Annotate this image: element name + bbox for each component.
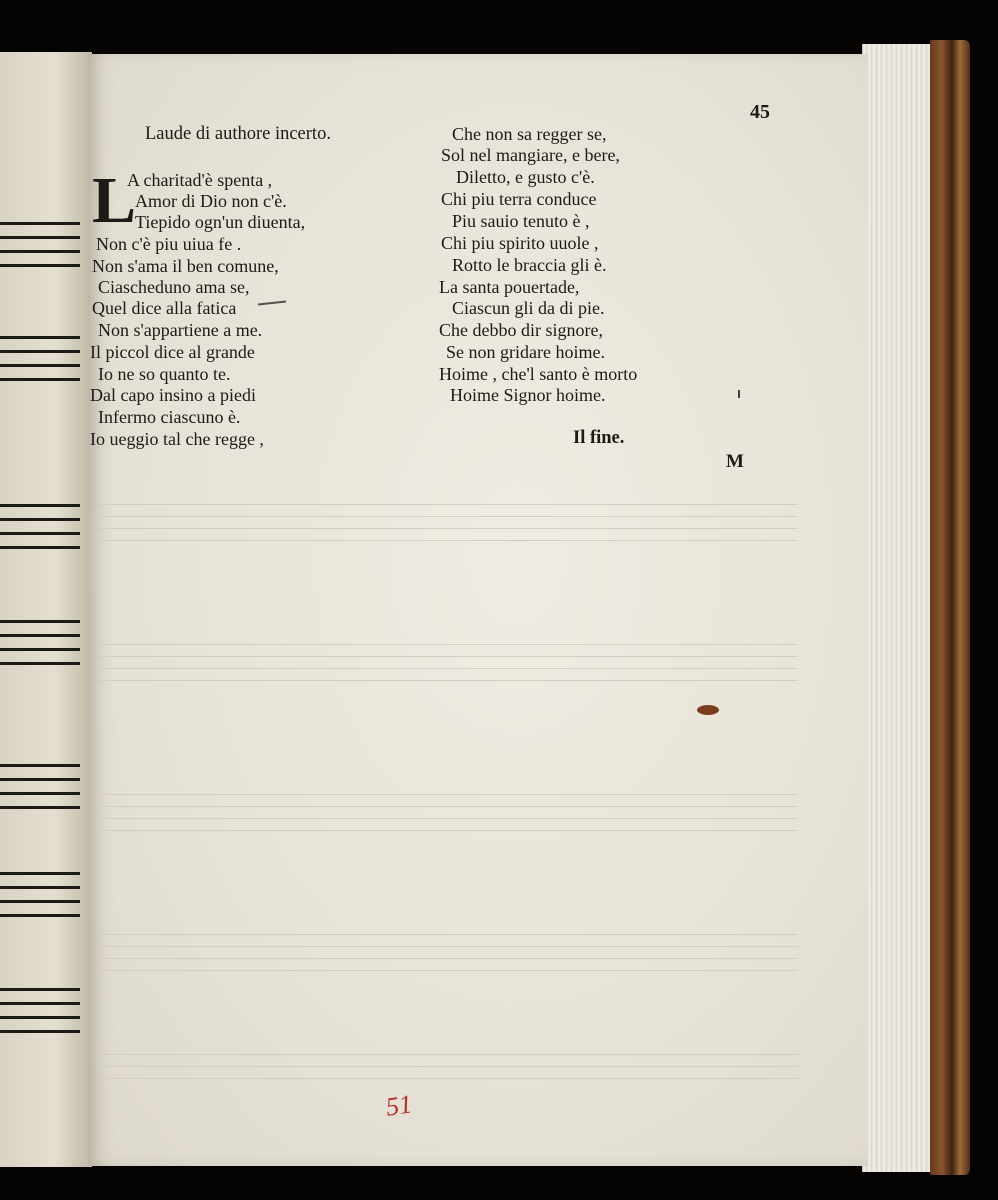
page-number: 45 <box>750 101 770 123</box>
verse-line: Se non gridare hoime. <box>446 342 605 362</box>
poem-title: Laude di authore incerto. <box>145 124 331 144</box>
book-binding <box>930 40 970 1175</box>
verse-line: Quel dice alla fatica <box>92 298 237 318</box>
verse-line: Non s'ama il ben comune, <box>92 256 279 276</box>
verse-line: Il piccol dice al grande <box>90 342 255 362</box>
verse-line: A charitad'è spenta , <box>127 170 273 190</box>
verse-line: Infermo ciascuno è. <box>98 407 241 427</box>
verse-line: Ciascun gli da di pie. <box>452 298 605 318</box>
signature-mark: M <box>726 451 744 472</box>
verse-line: Dal capo insino a piedi <box>90 385 256 405</box>
verse-line: Io ne so quanto te. <box>98 364 231 384</box>
end-text: Il fine. <box>573 428 625 448</box>
left-page-edge <box>0 52 92 1167</box>
verse-line: Rotto le braccia gli è. <box>452 255 607 275</box>
verse-line: Piu sauio tenuto è , <box>452 211 590 231</box>
verse-line: Hoime Signor hoime. <box>450 385 606 405</box>
verse-line: La santa pouertade, <box>439 277 580 297</box>
verse-line: Non c'è piu uiua fe . <box>96 234 242 254</box>
decorated-initial: L <box>92 164 137 237</box>
ink-tick <box>738 390 740 398</box>
verse-line: Che non sa regger se, <box>452 124 607 144</box>
verse-line: Che debbo dir signore, <box>439 320 603 340</box>
verse-line: Diletto, e gusto c'è. <box>456 167 595 187</box>
handwritten-folio-number: 51 <box>384 1089 414 1122</box>
verse-line: Non s'appartiene a me. <box>98 320 263 340</box>
verse-line: Hoime , che'l santo è morto <box>439 364 638 384</box>
fore-edge <box>862 44 937 1172</box>
verse-line: Sol nel mangiare, e bere, <box>441 145 620 165</box>
verse-line: Chi piu terra conduce <box>441 189 597 209</box>
verse-line: Amor di Dio non c'è. <box>135 191 287 211</box>
verse-line: Tiepido ogn'un diuenta, <box>135 212 306 232</box>
ink-stain <box>697 705 719 715</box>
verse-line: Chi piu spirito uuole , <box>441 233 599 253</box>
verse-line: Ciascheduno ama se, <box>98 277 250 297</box>
verse-line: Io ueggio tal che regge , <box>90 429 264 449</box>
